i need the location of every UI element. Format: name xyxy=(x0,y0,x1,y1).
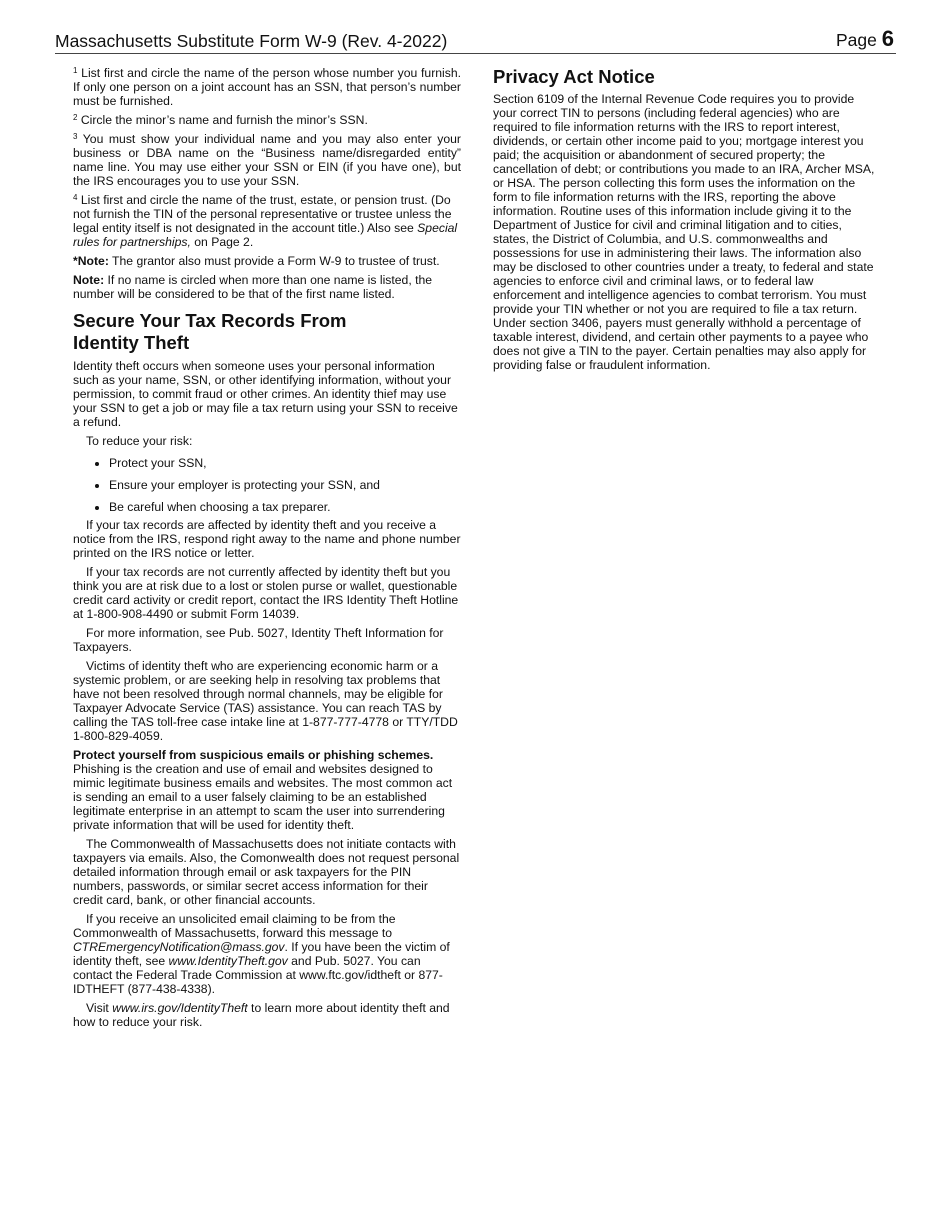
irs-identitytheft-link: www.irs.gov/IdentityTheft xyxy=(112,1001,248,1015)
para-visit: Visit www.irs.gov/IdentityTheft to learn more about identity theft and how to reduce your risk. xyxy=(73,1001,450,1029)
list-item: • Ensure your employer is protecting your SSN, and xyxy=(109,478,461,492)
para-commonwealth: The Commonwealth of Massachusetts does not initiate contacts with taxpayers via emails. Also, the Comonwealth does not request personal detailed information through email or ask taxpayers for the PIN numbers, passwords, or similar secret access information for their credit card, bank, or other financial accounts. xyxy=(73,837,460,907)
para-unsolicited: If you receive an unsolicited email claiming to be from the Commonwealth of Massachusetts, forward this message to CTREmergencyNotification@mass.gov. If you have been the victim of identity theft, see www.IdentityTheft.gov and Pub. 5027. You can contact the Federal Trade Commission at www.ftc.gov/idtheft or 877-IDTHEFT (877-438-4338). xyxy=(73,912,450,996)
para-not-affected: If your tax records are not currently affected by identity theft but you think you are at risk due to a lost or stolen purse or wallet, questionable credit card activity or credit report, contact the IRS Identity Theft Hotline at 1-800-908-4490 or submit Form 14039. xyxy=(73,565,459,621)
left-column xyxy=(73,66,461,1034)
list-item: • Protect your SSN, xyxy=(109,456,461,470)
form-title: Massachusetts Substitute Form W-9 (Rev. 4-2022) xyxy=(55,31,448,51)
para-more-info: For more information, see Pub. 5027, Identity Theft Information for Taxpayers. xyxy=(73,626,444,654)
report-email: CTREmergencyNotification@mass.gov xyxy=(73,940,285,954)
note-grantor: *Note: The grantor also must provide a Form W-9 to trustee of trust. xyxy=(73,254,440,268)
identitytheft-site: www.IdentityTheft.gov xyxy=(168,954,288,968)
page-header xyxy=(55,26,896,54)
footnote-1: $^1$ List first and circle the name of the person whose number you furnish. If only one person on a joint account has an SSN, that person’s number must be furnished. xyxy=(73,66,461,108)
reduce-risk-label: To reduce your risk: xyxy=(86,434,193,448)
para-affected: If your tax records are affected by identity theft and you receive a notice from the IRS, respond right away to the name and phone number printed on the IRS notice or letter. xyxy=(73,518,461,560)
risk-list xyxy=(73,456,461,514)
identity-theft-intro: Identity theft occurs when someone uses your personal information such as your name, SSN, or other identifying information, without your permission, to commit fraud or other crimes. An identity thief may use your SSN to get a job or may file a tax return using your SSN to receive a refund. xyxy=(73,359,458,429)
page-number: Page 6 xyxy=(836,26,894,51)
list-item: • Be careful when choosing a tax preparer. xyxy=(109,500,461,514)
identity-theft-heading: Secure Your Tax Records From Identity Theft xyxy=(73,310,347,353)
note-no-name: Note: If no name is circled when more than one name is listed, the number will be considered to be that of the first name listed. xyxy=(73,273,433,301)
privacy-text: Section 6109 of the Internal Revenue Code requires you to provide your correct TIN to persons (including federal agencies) who are required to file information returns with the IRS to report interest, dividends, or certain other income paid to you; mortgage interest you paid; the acquisition or abandonment of secured property; the cancellation of debt; or contributions you made to an IRA, Archer MSA, or HSA. The person collecting this form uses the information on the form to file information returns with the IRS, reporting the above information. Routine uses of this information include giving it to the Department of Justice for civil and criminal litigation and to cities, states, the District of Columbia, and U.S. commonwealths and possessions for use in administering their laws. The information also may be disclosed to other countries under a treaty, to federal and state agencies to enforce civil and criminal laws, or to federal law enforcement and intelligence agencies to combat terrorism. You must provide your TIN whether or not you are required to file a tax return. Under section 3406, payers must generally withhold a percentage of taxable interest, dividend, and certain other payments to a payee who does not give a TIN to the payer. Certain penalties may also apply for providing false or fraudulent information. xyxy=(493,92,875,372)
right-column xyxy=(493,66,878,372)
footnote-3: $^3$ You must show your individual name and you may also enter your business or DBA name on the “Business name/disregarded entity” name line. You may use either your SSN or EIN (if you have one), but the IRS encourages you to use your SSN. xyxy=(73,132,461,188)
footnote-4: $^4$ List first and circle the name of the trust, estate, or pension trust. (Do not furnish the TIN of the personal representative or trustee unless the legal entity itself is not designated in the account title.) Also see Special rules for partnerships, on Page 2. xyxy=(73,193,458,249)
privacy-heading: Privacy Act Notice xyxy=(493,66,655,87)
footnote-2: $^2$ Circle the minor’s name and furnish the minor’s SSN. xyxy=(73,113,368,127)
para-victims: Victims of identity theft who are experiencing economic harm or a systemic problem, or are seeking help in resolving tax problems that have not been resolved through normal channels, may be eligible for Taxpayer Advocate Service (TAS) assistance. You can reach TAS by calling the TAS toll-free case intake line at 1-877-777-4778 or TTY/TDD 1-800-829-4059. xyxy=(73,659,458,743)
para-phishing: Protect yourself from suspicious emails or phishing schemes. Phishing is the creation and use of email and websites designed to mimic legitimate business emails and websites. The most common act is sending an email to a user falsely claiming to be an established legitimate enterprise in an attempt to scam the user into surrendering private information that will be used for identity theft. xyxy=(73,748,453,832)
